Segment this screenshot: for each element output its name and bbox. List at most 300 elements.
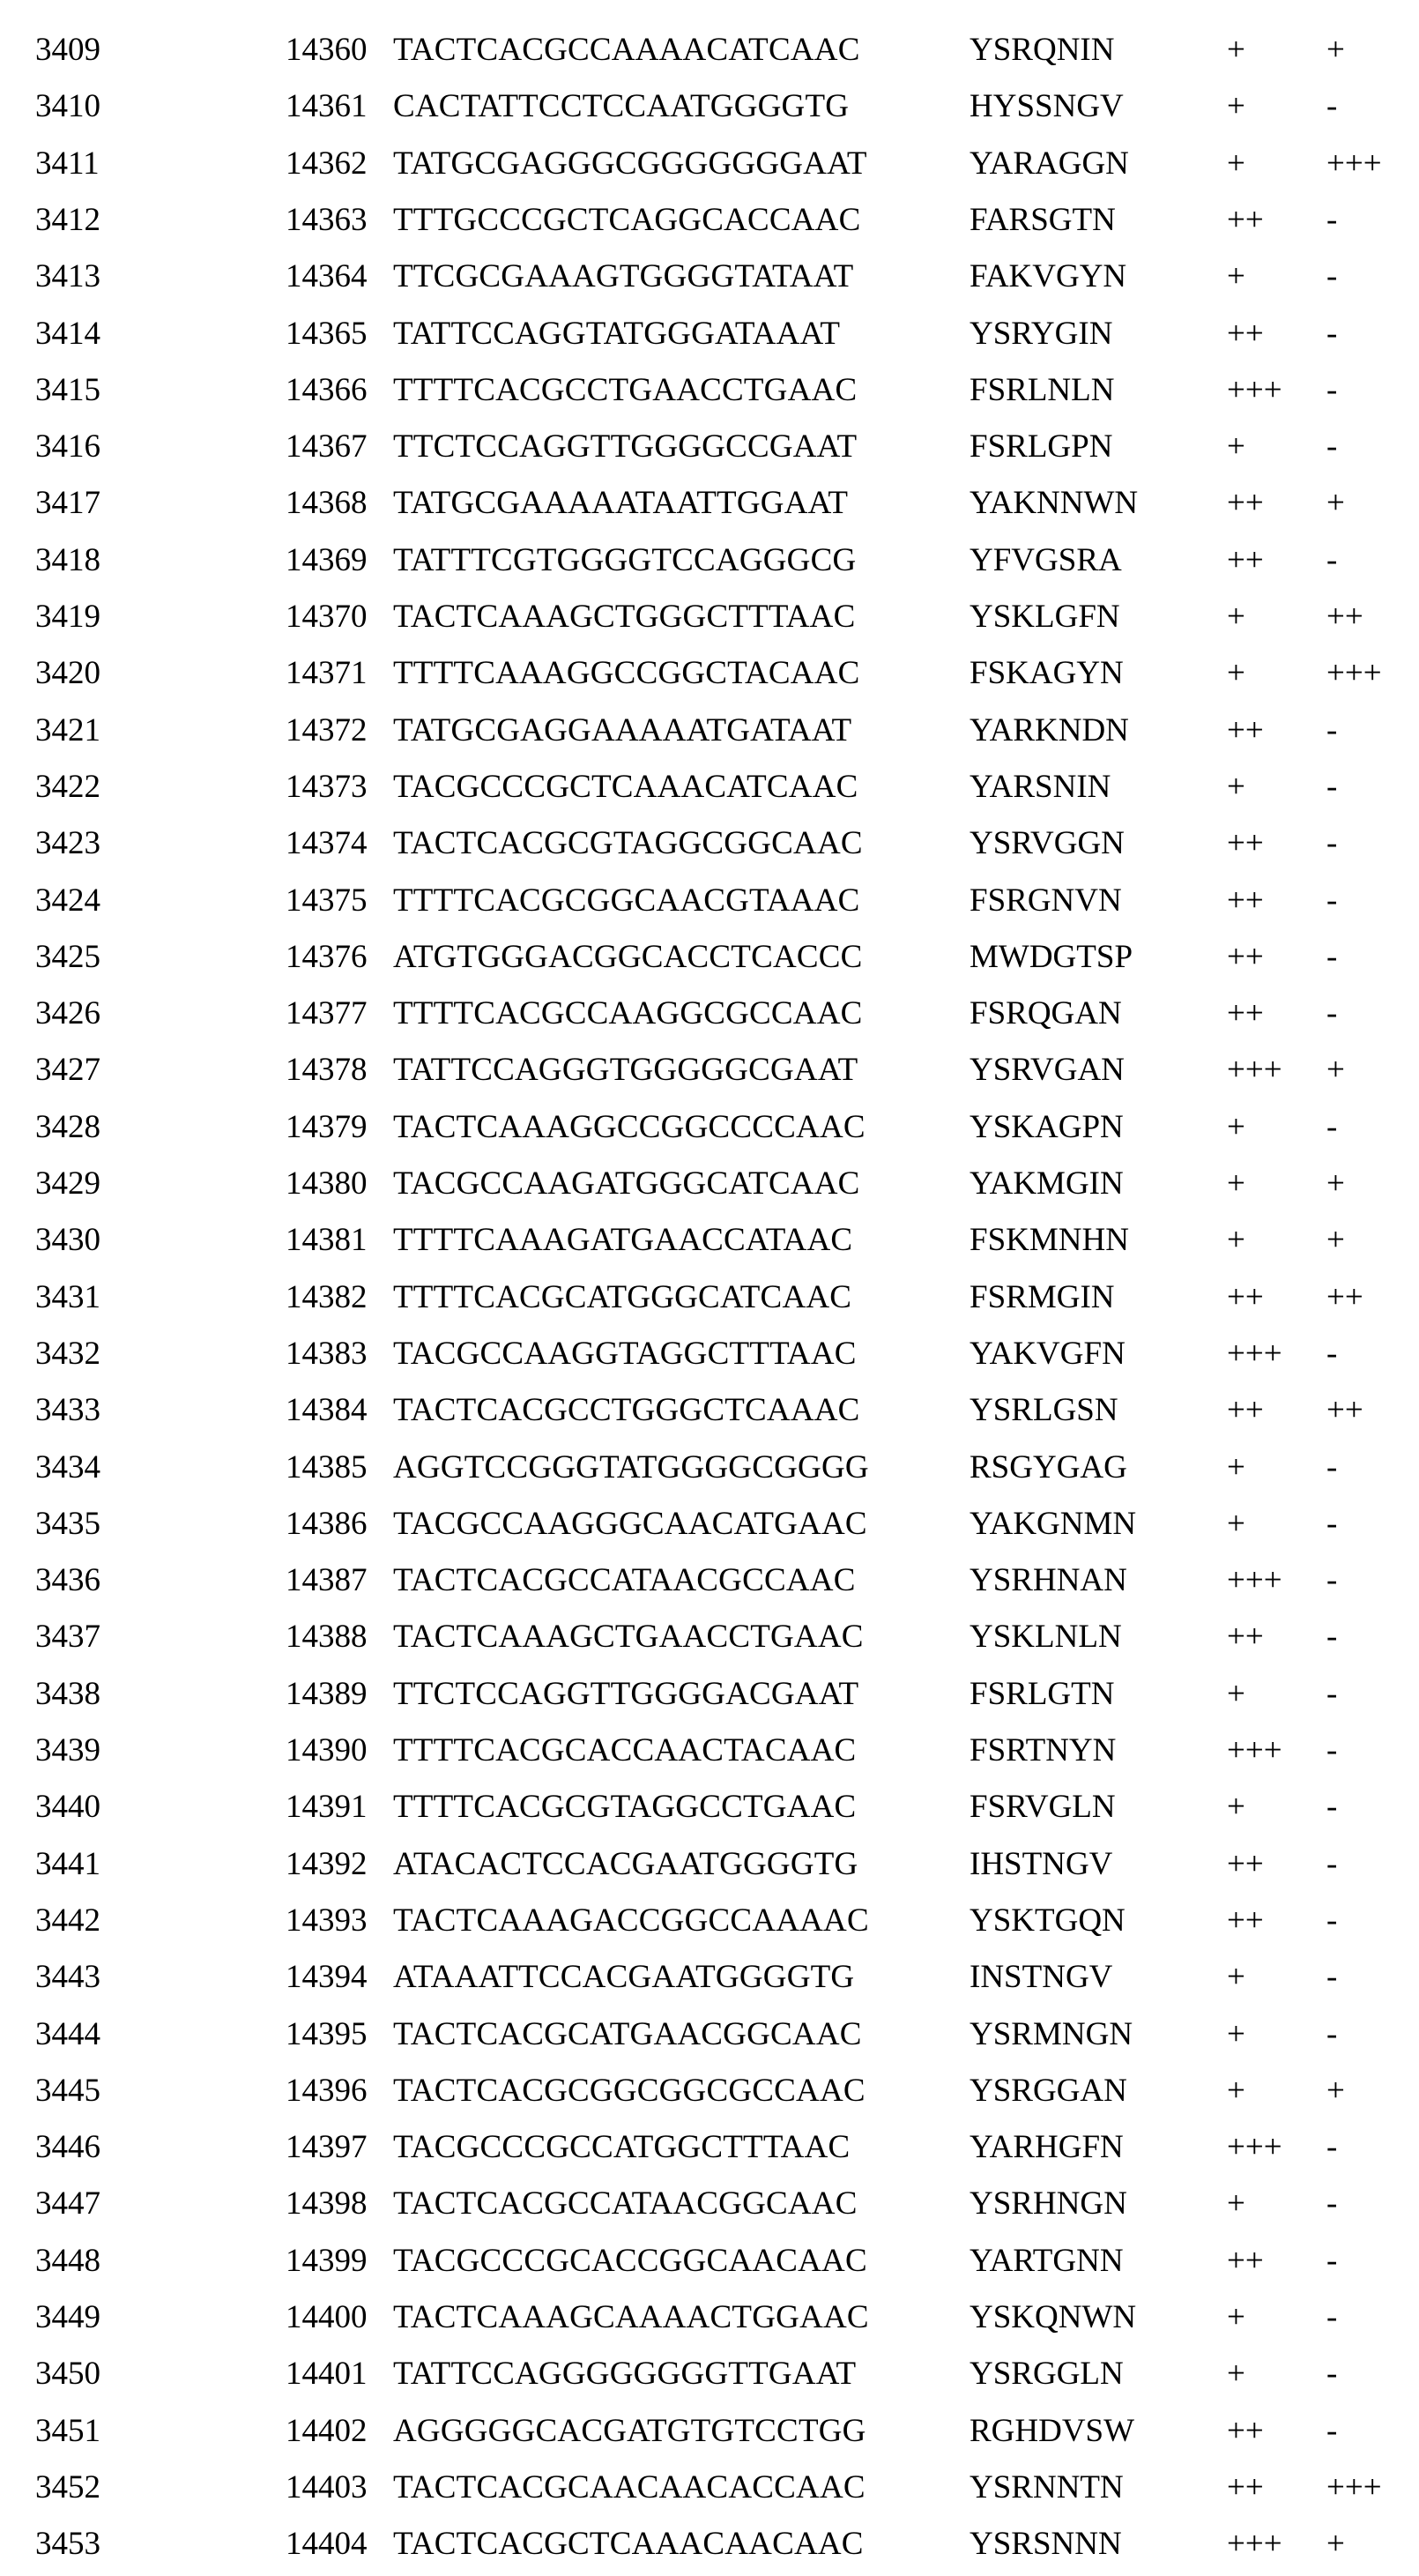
- row-number: 3419: [35, 589, 100, 645]
- dna-sequence: TACTCACGCCATAACGCCAAC: [393, 1552, 856, 1609]
- dna-sequence: TACGCCCGCACCGGCAACAAC: [393, 2233, 867, 2289]
- score-b: +: [1326, 475, 1345, 532]
- peptide-sequence: YSRSNNN: [970, 2516, 1122, 2572]
- seq-id: 14387: [286, 1552, 368, 1609]
- row-number: 3432: [35, 1326, 100, 1382]
- dna-sequence: AGGGGGCACGATGTGTCCTGG: [393, 2403, 866, 2460]
- table-row: [0, 1326, 1419, 1382]
- table-row: [0, 1269, 1419, 1326]
- row-number: 3428: [35, 1099, 100, 1156]
- peptide-sequence: YSRGGLN: [970, 2346, 1124, 2402]
- table-row: [0, 1609, 1419, 1665]
- seq-id: 14402: [286, 2403, 368, 2460]
- table-row: [0, 475, 1419, 532]
- seq-id: 14383: [286, 1326, 368, 1382]
- seq-id: 14380: [286, 1156, 368, 1212]
- table-row: [0, 703, 1419, 759]
- seq-id: 14395: [286, 2006, 368, 2063]
- table-row: [0, 873, 1419, 929]
- score-b: +: [1326, 22, 1345, 78]
- table-row: [0, 1893, 1419, 1949]
- score-a: +: [1227, 2006, 1245, 2063]
- seq-id: 14390: [286, 1723, 368, 1779]
- row-number: 3415: [35, 362, 100, 419]
- score-b: +++: [1326, 645, 1382, 702]
- seq-id: 14368: [286, 475, 368, 532]
- dna-sequence: TTTTCAAAGATGAACCATAAC: [393, 1212, 852, 1269]
- score-b: ++: [1326, 1382, 1363, 1439]
- peptide-sequence: YFVGSRA: [970, 532, 1122, 589]
- row-number: 3449: [35, 2289, 100, 2346]
- score-a: +: [1227, 2346, 1245, 2402]
- table-row: [0, 2233, 1419, 2289]
- score-a: +: [1227, 136, 1245, 192]
- peptide-sequence: FSRTNYN: [970, 1723, 1116, 1779]
- row-number: 3450: [35, 2346, 100, 2402]
- dna-sequence: TACGCCAAGGGCAACATGAAC: [393, 1496, 867, 1552]
- score-b: +: [1326, 1156, 1345, 1212]
- score-b: +: [1326, 2063, 1345, 2119]
- table-row: [0, 78, 1419, 135]
- score-a: ++: [1227, 532, 1264, 589]
- score-b: -: [1326, 815, 1337, 872]
- score-a: +: [1227, 1099, 1245, 1156]
- seq-id: 14360: [286, 22, 368, 78]
- score-a: +: [1227, 1212, 1245, 1269]
- row-number: 3412: [35, 192, 100, 249]
- peptide-sequence: YARHGFN: [970, 2119, 1124, 2176]
- table-row: [0, 645, 1419, 702]
- table-row: [0, 1382, 1419, 1439]
- table-row: [0, 1440, 1419, 1496]
- score-a: +: [1227, 759, 1245, 815]
- peptide-sequence: FSRLGTN: [970, 1666, 1114, 1723]
- score-a: +: [1227, 1666, 1245, 1723]
- row-number: 3433: [35, 1382, 100, 1439]
- dna-sequence: TATTCCAGGGTGGGGGCGAAT: [393, 1042, 858, 1098]
- score-b: +: [1326, 1042, 1345, 1098]
- peptide-sequence: FSRVGLN: [970, 1779, 1116, 1835]
- seq-id: 14371: [286, 645, 368, 702]
- peptide-sequence: FSRLGPN: [970, 419, 1112, 475]
- score-a: ++: [1227, 703, 1264, 759]
- row-number: 3414: [35, 306, 100, 362]
- seq-id: 14373: [286, 759, 368, 815]
- table-row: [0, 589, 1419, 645]
- dna-sequence: CACTATTCCTCCAATGGGGTG: [393, 78, 849, 135]
- peptide-sequence: YAKNNWN: [970, 475, 1138, 532]
- table-row: [0, 2403, 1419, 2460]
- score-a: +: [1227, 1440, 1245, 1496]
- dna-sequence: TACTCACGCGGCGGCGCCAAC: [393, 2063, 866, 2119]
- dna-sequence: TTTTCACGCCAAGGCGCCAAC: [393, 986, 863, 1042]
- score-b: -: [1326, 986, 1337, 1042]
- row-number: 3435: [35, 1496, 100, 1552]
- seq-id: 14384: [286, 1382, 368, 1439]
- seq-id: 14385: [286, 1440, 368, 1496]
- row-number: 3426: [35, 986, 100, 1042]
- score-a: ++: [1227, 815, 1264, 872]
- score-a: +++: [1227, 1552, 1282, 1609]
- row-number: 3451: [35, 2403, 100, 2460]
- peptide-sequence: RGHDVSW: [970, 2403, 1134, 2460]
- score-a: +++: [1227, 2119, 1282, 2176]
- score-a: ++: [1227, 1609, 1264, 1665]
- peptide-sequence: YSRMNGN: [970, 2006, 1133, 2063]
- row-number: 3410: [35, 78, 100, 135]
- score-b: -: [1326, 78, 1337, 135]
- seq-id: 14376: [286, 929, 368, 986]
- dna-sequence: TTTTCACGCACCAACTACAAC: [393, 1723, 856, 1779]
- seq-id: 14392: [286, 1836, 368, 1893]
- table-row: [0, 22, 1419, 78]
- row-number: 3440: [35, 1779, 100, 1835]
- seq-id: 14366: [286, 362, 368, 419]
- score-b: -: [1326, 2119, 1337, 2176]
- score-b: -: [1326, 1779, 1337, 1835]
- table-row: [0, 2460, 1419, 2516]
- peptide-sequence: YSRVGAN: [970, 1042, 1125, 1098]
- row-number: 3417: [35, 475, 100, 532]
- peptide-sequence: YAKMGIN: [970, 1156, 1124, 1212]
- table-row: [0, 2516, 1419, 2572]
- peptide-sequence: YSRGGAN: [970, 2063, 1127, 2119]
- score-a: ++: [1227, 1382, 1264, 1439]
- score-a: +: [1227, 249, 1245, 305]
- table-row: [0, 759, 1419, 815]
- table-row: [0, 419, 1419, 475]
- dna-sequence: TACTCACGCCAAAACATCAAC: [393, 22, 860, 78]
- dna-sequence: TTCGCGAAAGTGGGGTATAAT: [393, 249, 853, 305]
- seq-id: 14398: [286, 2176, 368, 2232]
- table-row: [0, 2176, 1419, 2232]
- seq-id: 14365: [286, 306, 368, 362]
- score-b: +: [1326, 1212, 1345, 1269]
- score-a: +++: [1227, 1042, 1282, 1098]
- score-b: +++: [1326, 2460, 1382, 2516]
- peptide-sequence: FSRLNLN: [970, 362, 1114, 419]
- row-number: 3421: [35, 703, 100, 759]
- peptide-sequence: YAKGNMN: [970, 1496, 1136, 1552]
- score-b: -: [1326, 1949, 1337, 2006]
- dna-sequence: TACGCCAAGGTAGGCTTTAAC: [393, 1326, 857, 1382]
- score-a: +: [1227, 2063, 1245, 2119]
- table-row: [0, 362, 1419, 419]
- score-a: +: [1227, 1496, 1245, 1552]
- score-a: ++: [1227, 2460, 1264, 2516]
- dna-sequence: AGGTCCGGGTATGGGGCGGGG: [393, 1440, 869, 1496]
- peptide-sequence: HYSSNGV: [970, 78, 1124, 135]
- table-row: [0, 1949, 1419, 2006]
- peptide-sequence: YAKVGFN: [970, 1326, 1126, 1382]
- peptide-sequence: YARKNDN: [970, 703, 1129, 759]
- dna-sequence: TTTTCAAAGGCCGGCTACAAC: [393, 645, 860, 702]
- score-b: -: [1326, 759, 1337, 815]
- row-number: 3422: [35, 759, 100, 815]
- row-number: 3438: [35, 1666, 100, 1723]
- dna-sequence: TATGCGAGGAAAAATGATAAT: [393, 703, 851, 759]
- table-row: [0, 192, 1419, 249]
- table-row: [0, 1779, 1419, 1835]
- row-number: 3439: [35, 1723, 100, 1779]
- table-row: [0, 2063, 1419, 2119]
- peptide-sequence: FARSGTN: [970, 192, 1116, 249]
- score-a: ++: [1227, 1836, 1264, 1893]
- score-a: +++: [1227, 2516, 1282, 2572]
- seq-id: 14389: [286, 1666, 368, 1723]
- seq-id: 14400: [286, 2289, 368, 2346]
- score-b: -: [1326, 1723, 1337, 1779]
- score-b: -: [1326, 532, 1337, 589]
- table-row: [0, 1666, 1419, 1723]
- score-a: +++: [1227, 1326, 1282, 1382]
- score-b: -: [1326, 2176, 1337, 2232]
- row-number: 3409: [35, 22, 100, 78]
- peptide-sequence: FSKMNHN: [970, 1212, 1129, 1269]
- seq-id: 14382: [286, 1269, 368, 1326]
- dna-sequence: TACGCCCGCCATGGCTTTAAC: [393, 2119, 850, 2176]
- seq-id: 14397: [286, 2119, 368, 2176]
- dna-sequence: TATTCCAGGGGGGGGTTGAAT: [393, 2346, 856, 2402]
- seq-id: 14372: [286, 703, 368, 759]
- peptide-sequence: YSKAGPN: [970, 1099, 1124, 1156]
- row-number: 3425: [35, 929, 100, 986]
- seq-id: 14381: [286, 1212, 368, 1269]
- seq-id: 14369: [286, 532, 368, 589]
- seq-id: 14394: [286, 1949, 368, 2006]
- dna-sequence: TATTCCAGGTATGGGATAAAT: [393, 306, 840, 362]
- score-a: ++: [1227, 2403, 1264, 2460]
- score-b: -: [1326, 1609, 1337, 1665]
- seq-id: 14396: [286, 2063, 368, 2119]
- seq-id: 14363: [286, 192, 368, 249]
- score-b: -: [1326, 873, 1337, 929]
- dna-sequence: TATTTCGTGGGGTCCAGGGCG: [393, 532, 856, 589]
- seq-id: 14388: [286, 1609, 368, 1665]
- dna-sequence: TTTTCACGCCTGAACCTGAAC: [393, 362, 857, 419]
- score-b: -: [1326, 1496, 1337, 1552]
- row-number: 3413: [35, 249, 100, 305]
- dna-sequence: TACTCAAAGCTGGGCTTTAAC: [393, 589, 855, 645]
- table-row: [0, 2346, 1419, 2402]
- table-row: [0, 1836, 1419, 1893]
- peptide-sequence: YSRVGGN: [970, 815, 1125, 872]
- score-b: -: [1326, 703, 1337, 759]
- seq-id: 14374: [286, 815, 368, 872]
- score-b: -: [1326, 419, 1337, 475]
- score-a: +: [1227, 2289, 1245, 2346]
- dna-sequence: TTCTCCAGGTTGGGGCCGAAT: [393, 419, 857, 475]
- dna-sequence: ATACACTCCACGAATGGGGTG: [393, 1836, 858, 1893]
- peptide-sequence: YSRHNAN: [970, 1552, 1127, 1609]
- peptide-sequence: IHSTNGV: [970, 1836, 1112, 1893]
- peptide-sequence: FSRMGIN: [970, 1269, 1115, 1326]
- row-number: 3418: [35, 532, 100, 589]
- score-a: +: [1227, 1779, 1245, 1835]
- score-b: -: [1326, 2289, 1337, 2346]
- peptide-sequence: YSRYGIN: [970, 306, 1112, 362]
- score-b: -: [1326, 929, 1337, 986]
- peptide-sequence: RSGYGAG: [970, 1440, 1127, 1496]
- seq-id: 14377: [286, 986, 368, 1042]
- dna-sequence: TACTCACGCAACAACACCAAC: [393, 2460, 866, 2516]
- row-number: 3443: [35, 1949, 100, 2006]
- peptide-sequence: YSKQNWN: [970, 2289, 1136, 2346]
- score-a: ++: [1227, 475, 1264, 532]
- table-row: [0, 986, 1419, 1042]
- table-row: [0, 532, 1419, 589]
- seq-id: 14399: [286, 2233, 368, 2289]
- seq-id: 14379: [286, 1099, 368, 1156]
- score-b: -: [1326, 1666, 1337, 1723]
- score-b: -: [1326, 1552, 1337, 1609]
- table-row: [0, 1496, 1419, 1552]
- peptide-sequence: MWDGTSP: [970, 929, 1133, 986]
- seq-id: 14386: [286, 1496, 368, 1552]
- table-row: [0, 1552, 1419, 1609]
- row-number: 3431: [35, 1269, 100, 1326]
- row-number: 3446: [35, 2119, 100, 2176]
- seq-id: 14370: [286, 589, 368, 645]
- score-b: -: [1326, 192, 1337, 249]
- row-number: 3441: [35, 1836, 100, 1893]
- score-a: ++: [1227, 306, 1264, 362]
- row-number: 3437: [35, 1609, 100, 1665]
- dna-sequence: TACTCACGCGTAGGCGGCAAC: [393, 815, 863, 872]
- dna-sequence: TATGCGAGGGCGGGGGGGAAT: [393, 136, 867, 192]
- score-b: +++: [1326, 136, 1382, 192]
- table-row: [0, 1212, 1419, 1269]
- score-a: +++: [1227, 362, 1282, 419]
- score-b: -: [1326, 1099, 1337, 1156]
- seq-id: 14404: [286, 2516, 368, 2572]
- peptide-sequence: YSRLGSN: [970, 1382, 1118, 1439]
- score-b: -: [1326, 2403, 1337, 2460]
- peptide-sequence: FAKVGYN: [970, 249, 1126, 305]
- score-b: -: [1326, 1326, 1337, 1382]
- dna-sequence: TACTCACGCATGAACGGCAAC: [393, 2006, 862, 2063]
- seq-id: 14391: [286, 1779, 368, 1835]
- peptide-sequence: INSTNGV: [970, 1949, 1112, 2006]
- peptide-sequence: YSRQNIN: [970, 22, 1114, 78]
- table-row: [0, 249, 1419, 305]
- peptide-sequence: FSKAGYN: [970, 645, 1124, 702]
- peptide-sequence: YSRHNGN: [970, 2176, 1127, 2232]
- seq-id: 14378: [286, 1042, 368, 1098]
- table-row: [0, 306, 1419, 362]
- row-number: 3416: [35, 419, 100, 475]
- dna-sequence: TTTGCCCGCTCAGGCACCAAC: [393, 192, 860, 249]
- row-number: 3448: [35, 2233, 100, 2289]
- score-b: +: [1326, 2516, 1345, 2572]
- row-number: 3429: [35, 1156, 100, 1212]
- peptide-sequence: FSRQGAN: [970, 986, 1122, 1042]
- row-number: 3453: [35, 2516, 100, 2572]
- row-number: 3423: [35, 815, 100, 872]
- row-number: 3434: [35, 1440, 100, 1496]
- table-row: [0, 136, 1419, 192]
- peptide-sequence: YARAGGN: [970, 136, 1129, 192]
- row-number: 3442: [35, 1893, 100, 1949]
- row-number: 3430: [35, 1212, 100, 1269]
- score-a: ++: [1227, 2233, 1264, 2289]
- row-number: 3420: [35, 645, 100, 702]
- dna-sequence: TTTTCACGCGTAGGCCTGAAC: [393, 1779, 856, 1835]
- seq-id: 14401: [286, 2346, 368, 2402]
- score-a: +: [1227, 22, 1245, 78]
- row-number: 3436: [35, 1552, 100, 1609]
- table-row: [0, 1099, 1419, 1156]
- table-row: [0, 2289, 1419, 2346]
- score-a: +: [1227, 645, 1245, 702]
- table-row: [0, 1042, 1419, 1098]
- dna-sequence: TACTCAAAGCAAAACTGGAAC: [393, 2289, 869, 2346]
- seq-id: 14362: [286, 136, 368, 192]
- score-a: ++: [1227, 873, 1264, 929]
- score-a: +: [1227, 78, 1245, 135]
- score-b: -: [1326, 2233, 1337, 2289]
- score-a: +: [1227, 589, 1245, 645]
- dna-sequence: TTTTCACGCATGGGCATCAAC: [393, 1269, 851, 1326]
- score-b: ++: [1326, 1269, 1363, 1326]
- row-number: 3411: [35, 136, 100, 192]
- dna-sequence: TACGCCAAGATGGGCATCAAC: [393, 1156, 860, 1212]
- table-row: [0, 929, 1419, 986]
- peptide-sequence: YARTGNN: [970, 2233, 1124, 2289]
- score-a: +: [1227, 2176, 1245, 2232]
- peptide-sequence: YSKLGFN: [970, 589, 1120, 645]
- table-row: [0, 2119, 1419, 2176]
- dna-sequence: TACTCACGCCTGGGCTCAAAC: [393, 1382, 860, 1439]
- score-a: +: [1227, 1156, 1245, 1212]
- seq-id: 14367: [286, 419, 368, 475]
- dna-sequence: ATGTGGGACGGCACCTCACCC: [393, 929, 863, 986]
- score-b: -: [1326, 2006, 1337, 2063]
- seq-id: 14393: [286, 1893, 368, 1949]
- score-b: -: [1326, 1440, 1337, 1496]
- peptide-sequence: FSRGNVN: [970, 873, 1122, 929]
- score-a: +: [1227, 419, 1245, 475]
- score-b: -: [1326, 249, 1337, 305]
- peptide-sequence: YARSNIN: [970, 759, 1111, 815]
- dna-sequence: TACTCAAAGACCGGCCAAAAC: [393, 1893, 869, 1949]
- seq-id: 14361: [286, 78, 368, 135]
- seq-id: 14403: [286, 2460, 368, 2516]
- table-row: [0, 1723, 1419, 1779]
- dna-sequence: TACTCACGCCATAACGGCAAC: [393, 2176, 858, 2232]
- dna-sequence: TACTCAAAGCTGAACCTGAAC: [393, 1609, 864, 1665]
- score-a: ++: [1227, 929, 1264, 986]
- score-a: ++: [1227, 192, 1264, 249]
- row-number: 3444: [35, 2006, 100, 2063]
- dna-sequence: TACTCACGCTCAAACAACAAC: [393, 2516, 864, 2572]
- peptide-sequence: YSKTGQN: [970, 1893, 1126, 1949]
- table-row: [0, 2006, 1419, 2063]
- dna-sequence: TACTCAAAGGCCGGCCCCAAC: [393, 1099, 866, 1156]
- score-a: ++: [1227, 986, 1264, 1042]
- score-a: +++: [1227, 1723, 1282, 1779]
- dna-sequence: TTTTCACGCGGCAACGTAAAC: [393, 873, 860, 929]
- score-a: ++: [1227, 1893, 1264, 1949]
- seq-id: 14375: [286, 873, 368, 929]
- row-number: 3427: [35, 1042, 100, 1098]
- score-b: -: [1326, 2346, 1337, 2402]
- score-b: -: [1326, 306, 1337, 362]
- score-b: -: [1326, 1893, 1337, 1949]
- dna-sequence: TTCTCCAGGTTGGGGACGAAT: [393, 1666, 858, 1723]
- dna-sequence: TATGCGAAAAATAATTGGAAT: [393, 475, 848, 532]
- row-number: 3424: [35, 873, 100, 929]
